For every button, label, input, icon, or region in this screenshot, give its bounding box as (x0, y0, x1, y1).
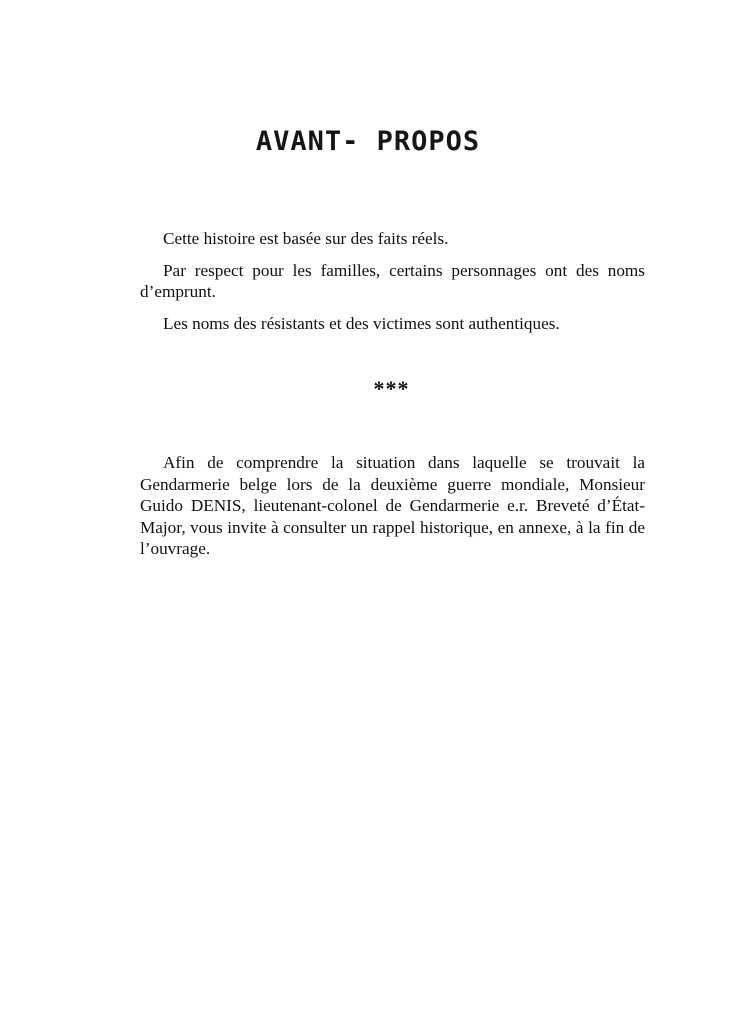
closing-section (140, 452, 645, 560)
intro-paragraph-2: Par respect pour les familles, certains personnages ont des noms d’emprunt. (140, 260, 645, 301)
intro-paragraph-1: Cette histoire est basée sur des faits réels. (163, 229, 449, 248)
intro-paragraph-3: Les noms des résistants et des victimes sont authentiques. (163, 313, 560, 333)
page-title: AVANT- PROPOS (255, 126, 481, 157)
closing-paragraph: Afin de comprendre la situation dans laquelle se trouvait la Gendarmerie belge lors de la deuxième guerre mondiale, Monsieur Guido DENIS, lieutenant-colonel de Gendarmerie e.r. Breveté d’État-Major, vous invite à consulter un rappel historique, en annexe, à la fin de l’ouvrage. (140, 453, 645, 558)
section-separator: *** (373, 376, 410, 401)
intro-section (140, 228, 645, 334)
